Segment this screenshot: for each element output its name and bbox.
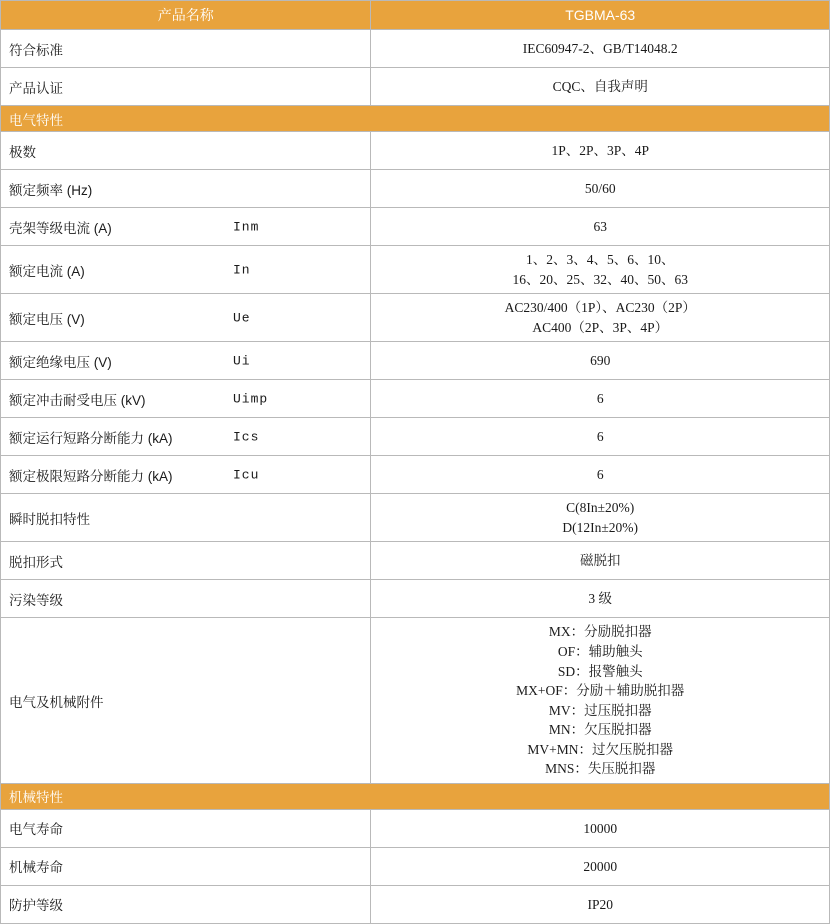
row-symbol-text: Ics [233, 429, 260, 445]
row-value-line: D(12In±20%) [562, 519, 639, 535]
row-value-line: SD：报警触头 [557, 663, 643, 679]
row-value-cell [371, 456, 830, 494]
table-row [1, 618, 830, 784]
row-value-cell [371, 494, 830, 542]
header-cell-model: TGBMA-63 [371, 1, 830, 30]
table-row [1, 170, 830, 208]
table-row [1, 809, 830, 847]
row-label-cell [1, 132, 371, 170]
row-label-text: 脱扣形式 [9, 554, 63, 570]
row-value-cell [371, 847, 830, 885]
row-symbol-text: Uimp [233, 391, 269, 407]
row-label-cell [1, 494, 371, 542]
row-symbol-text: In [233, 262, 251, 278]
row-label-text: 壳架等级电流 (A) [9, 220, 112, 236]
row-value-line: 1P、2P、3P、4P [551, 142, 649, 158]
table-row [1, 885, 830, 923]
row-value-line: MX+OF：分励＋辅助脱扣器 [516, 683, 685, 699]
row-value-line: 3 级 [588, 591, 613, 607]
row-value-cell [371, 68, 830, 106]
section-title: 机械特性 [1, 783, 830, 809]
row-value-cell [371, 294, 830, 342]
table-row [1, 456, 830, 494]
row-label-text: 额定电压 (V) [9, 311, 85, 327]
row-value-line: AC230/400（1P）、AC230（2P） [504, 300, 696, 316]
row-label-text: 额定绝缘电压 (V) [9, 354, 112, 370]
table-row [1, 847, 830, 885]
row-label-cell [1, 809, 371, 847]
row-label-cell [1, 418, 371, 456]
row-label-cell [1, 342, 371, 380]
row-value-line: MN：欠压脱扣器 [548, 722, 652, 738]
row-value-cell [371, 418, 830, 456]
row-label-text: 符合标准 [9, 42, 63, 58]
row-value-line: 10000 [583, 820, 618, 836]
row-label-text: 电气及机械附件 [9, 694, 104, 710]
row-label-cell [1, 30, 371, 68]
row-value-cell [371, 809, 830, 847]
row-symbol-text: Ui [233, 353, 251, 369]
row-label-text: 产品认证 [9, 80, 63, 96]
row-label-cell [1, 885, 371, 923]
row-label-text: 电气寿命 [9, 822, 63, 838]
section-header-row [1, 783, 830, 809]
row-label-cell [1, 847, 371, 885]
spec-table-body [1, 1, 830, 924]
row-value-line: IEC60947-2、GB/T14048.2 [522, 40, 678, 56]
table-row [1, 418, 830, 456]
row-value-cell [371, 208, 830, 246]
row-value-line: C(8In±20%) [566, 500, 635, 516]
row-value-line: 6 [596, 428, 604, 444]
table-row [1, 246, 830, 294]
row-label-text: 极数 [9, 144, 36, 160]
row-value-cell [371, 30, 830, 68]
row-label-text: 额定电流 (A) [9, 263, 85, 279]
row-value-line: 20000 [583, 858, 618, 874]
row-symbol-text: Inm [233, 219, 260, 234]
row-label-cell [1, 208, 371, 246]
row-value-line: 6 [596, 390, 604, 406]
row-value-line: 磁脱扣 [579, 553, 621, 569]
row-value-line: MV：过压脱扣器 [548, 702, 652, 718]
row-label-text: 额定频率 (Hz) [9, 182, 93, 198]
row-label-cell [1, 542, 371, 580]
row-value-cell [371, 342, 830, 380]
row-label-cell [1, 294, 371, 342]
row-value-line: MNS：失压脱扣器 [545, 761, 656, 777]
table-row [1, 30, 830, 68]
row-value-cell [371, 246, 830, 294]
table-row [1, 132, 830, 170]
row-value-cell [371, 542, 830, 580]
row-symbol-text: Icu [233, 467, 260, 483]
table-row [1, 208, 830, 246]
row-value-line: 690 [590, 352, 611, 368]
row-label-text: 污染等级 [9, 592, 63, 608]
row-value-line: IP20 [587, 896, 613, 912]
section-header-row [1, 106, 830, 132]
row-value-line: 50/60 [584, 180, 616, 196]
table-row [1, 380, 830, 418]
row-value-line: 63 [593, 218, 607, 234]
row-value-line: AC400（2P、3P、4P） [532, 319, 669, 335]
row-label-text: 额定极限短路分断能力 (kA) [9, 468, 173, 484]
table-row [1, 580, 830, 618]
table-row [1, 542, 830, 580]
table-row [1, 494, 830, 542]
table-row [1, 342, 830, 380]
table-row [1, 68, 830, 106]
row-label-cell [1, 580, 371, 618]
row-value-line: MX：分励脱扣器 [548, 624, 652, 640]
row-value-cell [371, 170, 830, 208]
row-value-cell [371, 132, 830, 170]
row-value-cell [371, 885, 830, 923]
row-label-text: 瞬时脱扣特性 [9, 511, 90, 527]
row-label-text: 防护等级 [9, 898, 63, 914]
row-symbol-text: Ue [233, 310, 251, 326]
row-label-cell [1, 246, 371, 294]
row-value-line: 6 [596, 466, 604, 482]
header-cell-product-name: 产品名称 [1, 1, 371, 30]
row-label-text: 额定冲击耐受电压 (kV) [9, 392, 146, 408]
row-label-cell [1, 68, 371, 106]
row-label-text: 机械寿命 [9, 860, 63, 876]
table-row [1, 294, 830, 342]
row-label-text: 额定运行短路分断能力 (kA) [9, 430, 173, 446]
row-label-cell [1, 456, 371, 494]
row-value-line: OF：辅助触头 [557, 643, 643, 659]
row-value-cell [371, 380, 830, 418]
table-header-row [1, 1, 830, 30]
row-value-cell [371, 618, 830, 784]
row-value-line: MV+MN：过欠压脱扣器 [527, 741, 674, 757]
row-label-cell [1, 618, 371, 784]
row-value-cell [371, 580, 830, 618]
row-value-line: CQC、自我声明 [552, 78, 648, 94]
section-title: 电气特性 [1, 106, 830, 132]
row-value-line: 16、20、25、32、40、50、63 [512, 271, 688, 287]
row-label-cell [1, 170, 371, 208]
row-value-line: 1、2、3、4、5、6、10、 [525, 252, 675, 267]
row-label-cell [1, 380, 371, 418]
